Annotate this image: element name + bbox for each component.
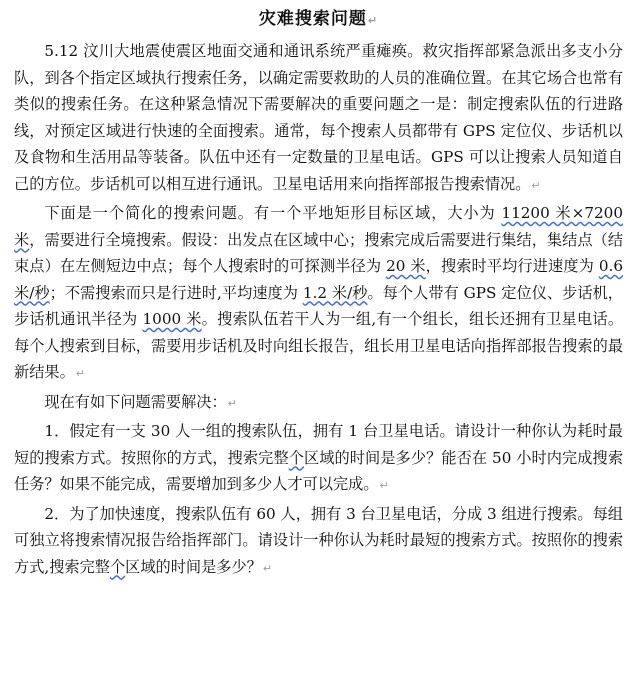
setup-text-b: ，需要进行全境搜索。假设：出发点在区域中心；搜索完成后需要进行集结，集结点（结束点）在左侧短边中点；每个人搜索时的可探测半径为	[14, 230, 624, 275]
paragraph-mark-icon: ↵	[367, 14, 379, 27]
title-text: 灾难搜索问题	[258, 9, 367, 29]
setup-text-d: ；不需搜索而只是行进时,平均速度为	[49, 283, 303, 302]
question-1-text-b: 区域的时间是多少？能否在 50 小时内完成搜索任务？如果不能完成，需要增加到多少人才可以完成。	[14, 448, 624, 493]
paragraph-problem-setup	[14, 200, 623, 388]
paragraph-mark-icon: ↵	[75, 367, 85, 380]
setup-text-c: ，搜索时平均行进速度为	[425, 257, 599, 275]
questions-intro-text: 现在有如下问题需要解决：	[44, 392, 227, 411]
detect-radius-value: 20 米	[386, 257, 426, 275]
radio-radius-value: 1000 米	[142, 310, 202, 328]
question-2-text-b: 区域的时间是多少？	[125, 557, 262, 576]
area-size-value: 11200 米×7200 米	[14, 204, 623, 249]
paragraph-mark-icon: ↵	[379, 479, 389, 492]
paragraph-mark-icon: ↵	[262, 561, 273, 575]
question-2-underlined-char: 个	[109, 557, 126, 576]
paragraph-mark-icon: ↵	[531, 178, 541, 192]
paragraph-background-text: 5.12 汶川大地震使震区地面交通和通讯系统严重瘫痪。救灾指挥部紧急派出多支小分队，到各个指定区域执行搜索任务，以确定需要救助的人员的准确位置。在其它场合也常有类似的搜索任务。在这种紧急情况下需要解决的重要问题之一是：制定搜索队伍的行进路线，对预定区域进行快速的全面搜索。通常，每个搜索人员都带有 GPS 定位仪、步话机以及食物和生活用品等装备。队伍中还有一定数量的卫星电话。GPS 可以让搜索人员知道自己的方位。步话机可以相互进行通讯。卫星电话用来向指挥部报告搜索情况。	[14, 42, 623, 193]
question-1-text-a: 1．假定有一支 30 人一组的搜索队伍，拥有 1 台卫星电话。请设计一种你认为耗时最短的搜索方式。按照你的方式，搜索完整	[14, 422, 623, 467]
walk-speed-value: 1.2 米/秒	[302, 283, 368, 302]
paragraph-background	[14, 38, 623, 199]
setup-text-a: 下面是一个简化的搜索问题。有一个平地矩形目标区域，大小为	[44, 204, 502, 222]
setup-text-f: 。搜索队伍若干人为一组,有一个组长，组长还拥有卫星电话。每个人搜索到目标，需要用步话机及时向组长报告，组长用卫星电话向指挥部报告搜索的最新结果。	[14, 310, 624, 381]
paragraph-question-1	[14, 418, 623, 500]
question-2-text-a: 2．为了加快速度，搜索队伍有 60 人，拥有 3 台卫星电话，分成 3 组进行搜索。每组可独立将搜索情况报告给指挥部门。请设计一种你认为耗时最短的搜索方式。按照你的搜索方式,搜索完整	[14, 504, 623, 576]
question-1-underlined-char: 个	[288, 448, 304, 467]
document-title	[14, 6, 623, 34]
paragraph-question-2	[14, 501, 623, 583]
search-speed-value: 0.6 米/秒	[14, 257, 624, 302]
paragraph-mark-icon: ↵	[227, 396, 237, 410]
setup-text-e: 。每个人带有 GPS 定位仪、步话机，步话机通讯半径为	[14, 283, 623, 328]
paragraph-questions-intro	[14, 389, 623, 418]
